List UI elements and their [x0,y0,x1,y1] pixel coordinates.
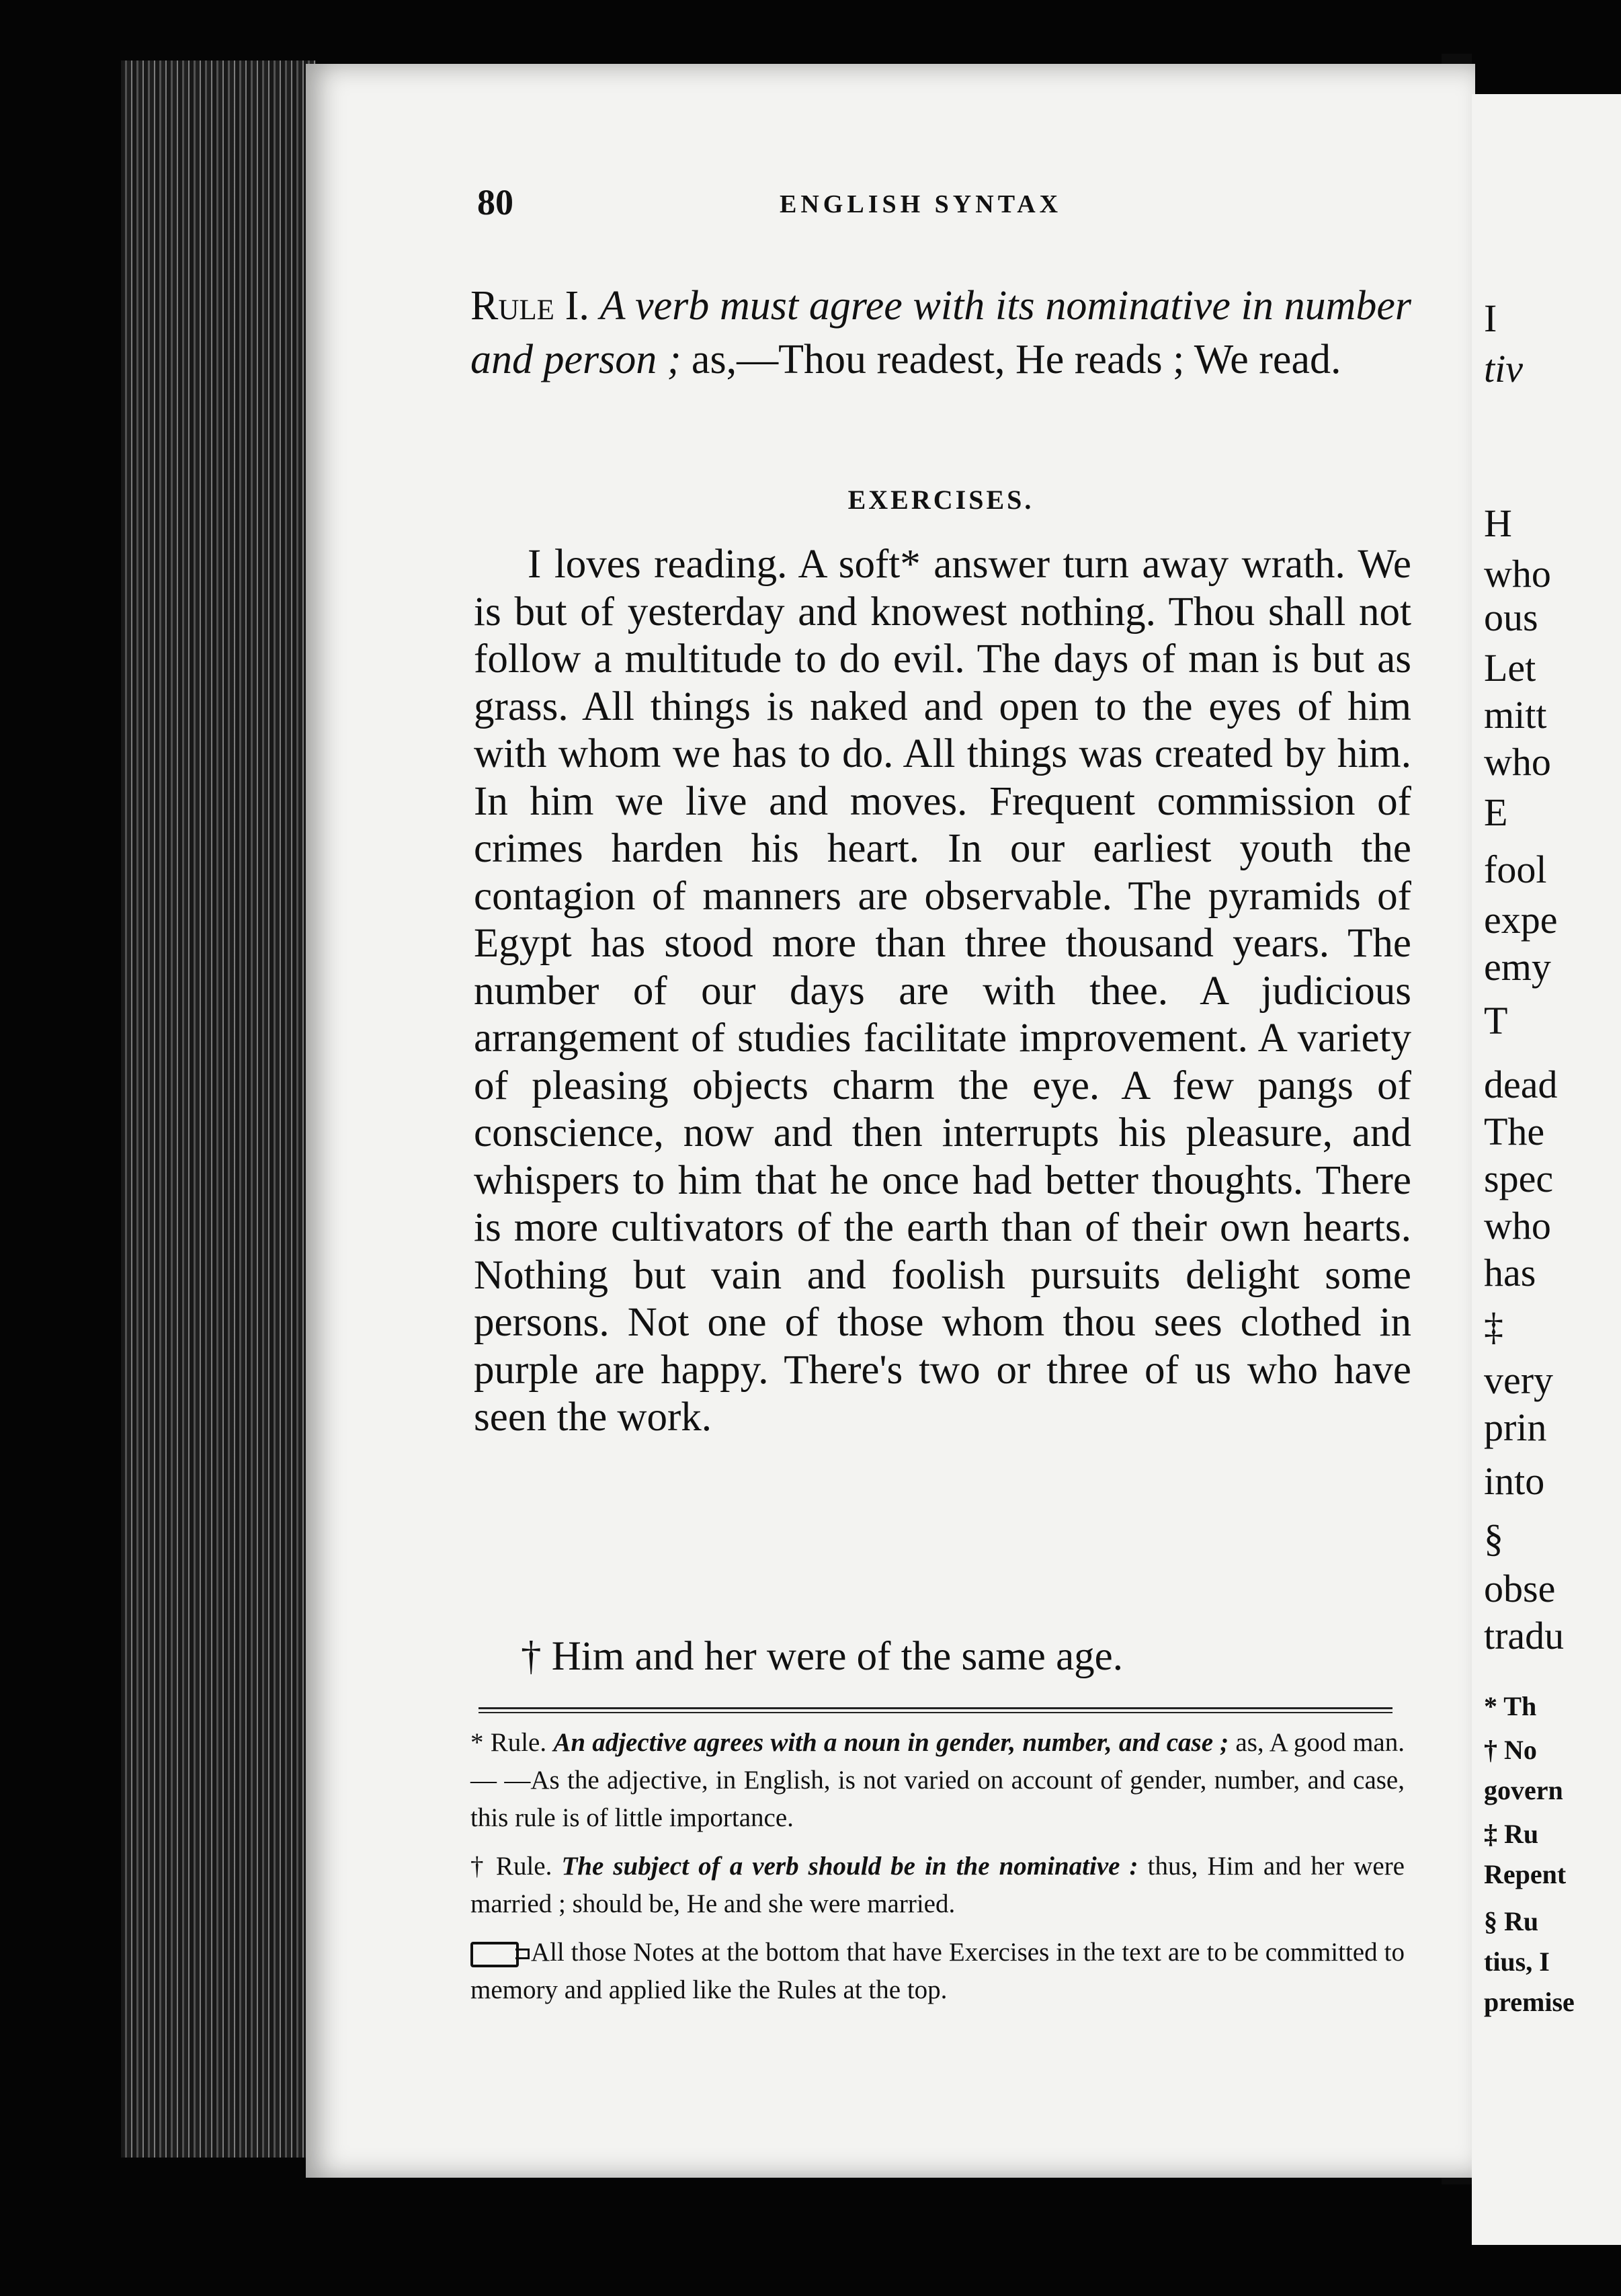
footnote-2-text: thus, Him and her were married ; should be, He and she were married. [470,1852,1405,1918]
dagger-exercise: † Him and her were of the same age. [521,1634,1123,1679]
facing-page-line: T [1484,999,1508,1042]
rule-examples: as,—Thou readest, He reads ; We read. [681,337,1341,382]
facing-page-line: E [1484,790,1508,834]
facing-page-line: H [1484,501,1512,545]
facing-page-line: who [1484,740,1551,784]
facing-page-line: emy [1484,945,1551,989]
facing-page-footnote-line: † No [1484,1735,1537,1765]
facing-page-line: has [1484,1251,1536,1295]
footnote-divider [479,1707,1393,1709]
rule-italic-text: A verb must agree with its nominative in number and person ; [470,283,1411,382]
facing-page-line: The [1484,1110,1545,1153]
facing-page-line: mitt [1484,693,1547,737]
facing-page-line: dead [1484,1063,1558,1106]
footnote-1-mark: * Rule. [470,1728,547,1757]
footnote-3-text: All those Notes at the bottom that have Exercises in the text are to be committed to memory and applied like the Rules at the top. [470,1938,1405,2004]
facing-page-line: obse [1484,1567,1556,1610]
facing-page-line: tiv [1484,347,1523,391]
facing-page-line: into [1484,1459,1545,1503]
facing-page-footnote-line: premise [1484,1987,1575,2017]
exercises-paragraph: I loves reading. A soft* answer turn away wrath. We is but of yesterday and knowest nothing. Thou shall not follow a multitude to do evil. The days of man is but as grass. All things is naked and open to the eyes of him with whom we has to do. All things was created by him. In him we live and moves. Frequent commission of crimes harden his heart. In our earliest youth the contagion of manners are observable. The pyramids of Egypt has stood more than three thousand years. The number of our days are with thee. A judicious arrangement of studies facilitate improvement. A variety of pleasing objects charm the eye. A few pangs of conscience, now and then interrupts his pleasure, and whispers to him that he once had better thoughts. There is more cultivators of the earth than of their own hearts. Nothing but vain and foolish pursuits delight some persons. Not one of those whom thou sees clothed in purple are happy. There's two or three of us who have seen the work. [474,542,1411,1440]
facing-page-footnote-line: * Th [1484,1691,1537,1721]
footnote-1 [470,1724,1405,1837]
running-head [477,181,1445,229]
facing-page-line: ‡ [1484,1305,1503,1348]
facing-page-line: who [1484,552,1551,596]
footnotes [470,1724,1405,2020]
pointing-hand-icon [470,1942,519,1967]
facing-page-line: I [1484,296,1497,340]
footnote-2-italic: The subject of a verb should be in the nominative : [561,1852,1138,1881]
rule-lead: Rule I. [470,283,589,329]
footnote-2 [470,1848,1405,1923]
facing-page-line: prin [1484,1405,1547,1449]
facing-page-line: very [1484,1358,1554,1402]
running-head-title: ENGLISH SYNTAX [780,190,1063,218]
facing-page-footnote-line: ‡ Ru [1484,1819,1539,1849]
facing-page-footnote-line: govern [1484,1775,1563,1805]
facing-page-line: Let [1484,646,1536,690]
facing-page-line: expe [1484,898,1558,942]
footnote-2-mark: † Rule. [470,1852,552,1881]
facing-page-fragment [1472,94,1621,2245]
page-number: 80 [477,182,513,222]
facing-page-line: § [1484,1516,1503,1560]
facing-page-line: fool [1484,848,1547,891]
facing-page-footnote-line: § Ru [1484,1906,1539,1936]
facing-page-footnote-line: tius, I [1484,1946,1550,1977]
footnote-1-italic: An adjective agrees with a noun in gender, number, and case ; [553,1728,1229,1757]
facing-page-line: ous [1484,596,1538,639]
page-edges [121,60,316,2158]
facing-page-line: who [1484,1204,1551,1247]
footnote-3 [470,1934,1405,2009]
rule-statement [470,279,1411,386]
footnote-1-text: as, A good man.— —As the adjective, in English, is not varied on account of gender, number, and case, this rule is of little importance. [470,1728,1405,1832]
exercises-heading: EXERCISES. [847,485,1034,515]
facing-page-line: tradu [1484,1614,1565,1657]
facing-page-footnote-line: Repent [1484,1859,1567,1889]
footnote-divider-thin [479,1712,1393,1713]
facing-page-line: spec [1484,1157,1554,1200]
